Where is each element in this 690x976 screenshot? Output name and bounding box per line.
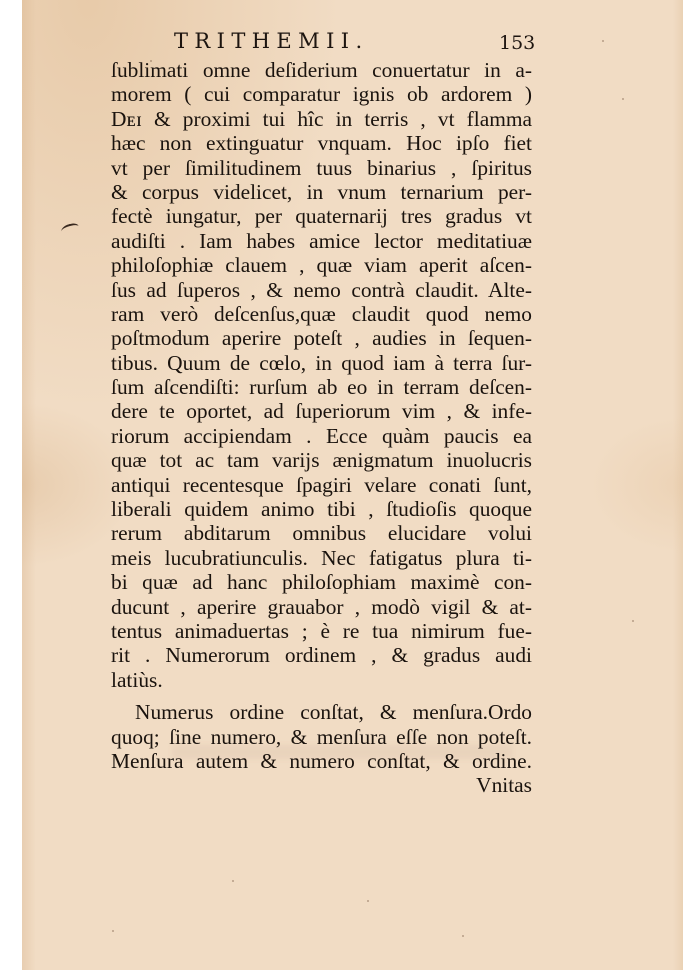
text-line: quoq; ſine numero, & menſura eſſe non poteſt.: [111, 724, 532, 749]
paper-speck: [632, 620, 634, 622]
text-line: Menſura autem & numero conſtat, & ordine.: [111, 748, 532, 773]
text-line: bi quæ ad hanc philoſophiam maximè con-: [111, 570, 532, 595]
text-line: Numerus ordine conſtat, & menſura.Ordo: [135, 700, 532, 725]
text-line: poſtmodum aperire poteſt , audies in ſequen-: [111, 326, 532, 351]
text-line: riorum accipiendam . Ecce quàm paucis ea: [111, 423, 532, 448]
text-line: meis lucubratiunculis. Nec fatigatus plura ti-: [111, 545, 532, 570]
text-line: quæ tot ac tam varijs ænigmatum inuolucris: [111, 448, 532, 473]
text-line: rit . Numerorum ordinem , & gradus audi: [111, 643, 532, 668]
text-line: liberali quidem animo tibi , ſtudioſis quoque: [111, 497, 532, 522]
text-line: vt per ſimilitudinem tuus binarius , ſpiritus: [111, 155, 532, 180]
text-line: audiſti . Iam habes amice lector meditatiuæ: [111, 228, 532, 253]
text-line: ſum aſcendiſti: rurſum ab eo in terram deſcen-: [111, 375, 532, 400]
text-line: ram verò deſcenſus,quæ claudit quod nemo: [111, 301, 532, 326]
margin-mark: [60, 222, 80, 236]
paper-speck: [112, 930, 114, 932]
text-line: latiùs.: [111, 667, 163, 692]
text-line: rerum abditarum omnibus elucidare volui: [111, 521, 532, 546]
text-line: Dᴇɪ & proximi tui hîc in terris , vt flamma: [111, 106, 532, 131]
text-line: ſus ad ſuperos , & nemo contrà claudit. Alte-: [111, 277, 532, 302]
text-line: ſublimati omne deſiderium conuertatur in a-: [111, 58, 532, 82]
text-line: fectè iungatur, per quaternarij tres gradus vt: [111, 204, 532, 229]
paper-speck: [622, 98, 624, 100]
text-line: philoſophiæ clauem , quæ viam aperit aſcen-: [111, 253, 532, 278]
paper-speck: [232, 880, 234, 882]
paper-speck: [462, 935, 464, 937]
paper-speck: [150, 60, 152, 62]
body-text: [111, 58, 532, 798]
catchword: Vnitas: [476, 773, 532, 798]
text-line: tibus. Quum de cœlo, in quod iam à terra ſur-: [111, 350, 532, 375]
paper-speck: [602, 40, 604, 42]
paragraph-gap: [111, 692, 532, 700]
text-line: tentus animaduertas ; è re tua nimirum fue-: [111, 618, 532, 643]
text-line: ducunt , aperire grauabor , modò vigil & at-: [111, 594, 532, 619]
text-line: dere te oportet, ad ſuperiorum vim , & infe-: [111, 399, 532, 424]
running-head: [22, 26, 683, 56]
text-line: morem ( cui comparatur ignis ob ardorem ): [111, 82, 532, 107]
text-line: & corpus videlicet, in vnum ternarium per-: [111, 179, 532, 204]
text-line: hæc non extinguatur vnquam. Hoc ipſo fiet: [111, 131, 532, 156]
text-line: antiqui recentesque ſpagiri velare conati ſunt,: [111, 472, 532, 497]
book-page: [22, 0, 683, 970]
paper-speck: [367, 900, 369, 902]
running-head-title: TRITHEMII.: [174, 29, 369, 53]
page-number: 153: [499, 32, 536, 54]
